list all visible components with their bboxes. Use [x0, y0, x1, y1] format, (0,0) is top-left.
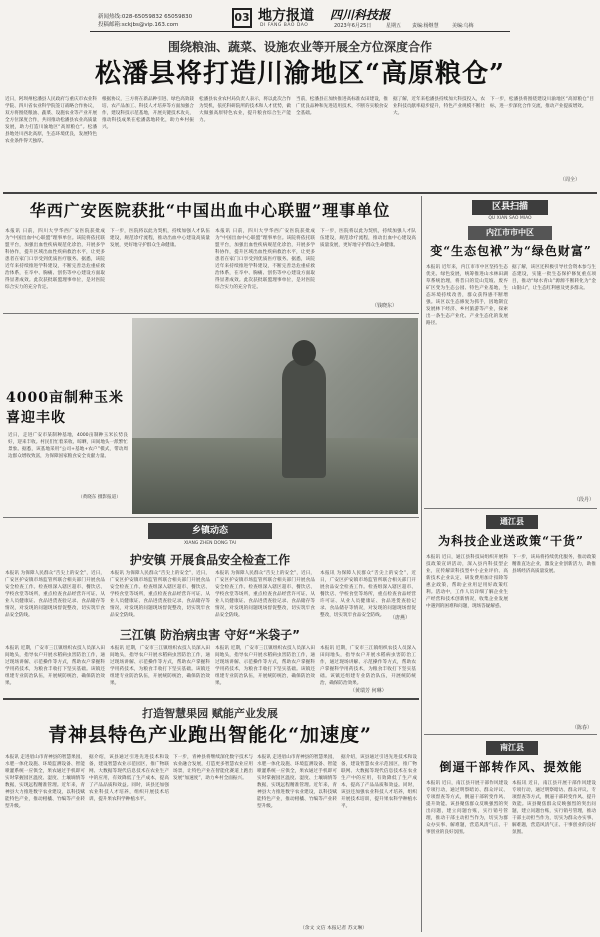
township-byline1: （唐燕）: [390, 615, 411, 621]
page-number: 03: [232, 8, 252, 28]
divider-lead: [3, 192, 597, 194]
township-byline2: （黄瑞芳 何琳）: [350, 688, 387, 694]
smart-col-1: 本报讯 走进眉山市青神县的智慧果园，水肥一体化设施、环境监测设备、智能喷灌系统一应俱全，果农通过手机即可实时掌握园区温度、湿度、土壤墒情等数据，实现远程精准管理。近年来，青神县大力推进数字农业建设，以科技赋能特色产业，推动柑橘、竹编等产业转型升级。: [5, 755, 85, 809]
tongjiang-label: 通江县: [500, 517, 524, 526]
divider-tongjiang: [424, 734, 597, 735]
smart-col-5: 据介绍，该县通过引进先进技术和设备，建设智慧农业示范园区，推广物联网、大数据等现代信息技术在农业生产中的应用，有效降低了生产成本，提高了产品品质和效益。同时，该县还加强农业科技人才培养，组织开展技术培训，提升果农科学种植水平。: [341, 755, 417, 809]
divider-scan: [424, 508, 597, 509]
corn-credit: （黄晓东 摄影报道）: [78, 495, 121, 500]
township-b1-col1: 本报讯 为保障人民群众“舌尖上的安全”，近日，广安区护安镇市场监管所联合相关部门开展食品安全检查工作。检查组深入辖区超市、餐饮店、学校食堂等场所，重点检查食品经营许可证、从业人员健康证、食品进货查验记录、食品储存等情况，对发现的问题现场督促整改，切实筑牢食品安全防线。: [5, 571, 105, 618]
divider-township: [3, 698, 419, 700]
township-b2-col2: 本报讯 近期，广安市三江镇组织农技人员深入田间地头，指导农户开展水稻病虫害防治工作，通过现场讲解、示范操作等方式，帮助农户掌握科学用药技术，为粮食丰收打下坚实基础。该镇还组建专业防治队伍，开展统防统治，确保防治效果。: [110, 646, 210, 686]
township-b1-col4: 本报讯 为保障人民群众“舌尖上的安全”，近日，广安区护安镇市场监管所联合相关部门开展食品安全检查工作。检查组深入辖区超市、餐饮店、学校食堂等场所，重点检查食品经营许可证、从业人员健康证、食品进货查验记录、食品储存等情况，对发现的问题现场督促整改，切实筑牢食品安全防线。: [320, 571, 416, 618]
scan-col-2: 据了解，该区还积极引导社会资本参与生态建设，实施一批生态保护修复重点项目，推动“绿水青山”源源不断转化为“金山银山”，让生态红利惠及更多群众。: [512, 265, 596, 291]
smart-col-2: 据介绍，该县通过引进先进技术和设备，建设智慧农业示范园区，推广物联网、大数据等现代信息技术在农业生产中的应用，有效降低了生产成本，提高了产品品质和效益。同时，该县还加强农业科技人才培养，组织开展技术培训，提升果农科学种植水平。: [89, 755, 169, 802]
issue-date: 2023年6月25日: [334, 23, 372, 29]
masthead: [0, 0, 600, 32]
township-box-pinyin: XIANG ZHEN DONG TAI: [184, 541, 236, 546]
tongjiang-col-2: 下一步，该局将持续优化服务，推动政策精准直达企业，激发企业创新活力，助推县域经济高质量发展。: [512, 555, 596, 574]
lead-headline: 松潘县将打造川渝地区“高原粮仓”: [95, 59, 505, 89]
tongjiang-box: [486, 515, 538, 529]
lead-col-5: 据了解，近年来松潘县持续加大科技投入，农业科技贡献率稳步提升，特色产业规模不断壮大。: [393, 97, 485, 116]
hosp-col-1: 本报讯 日前，四川大学华西广安医院获批成为“中国出血中心联盟”理事单位。该院将依托联盟平台，加强出血性疾病规范化诊治，开展多学科协作，提升区域出血性疾病救治水平，让更多患者在家门口享受到优质医疗服务。据悉，该院近年来持续推进学科建设，不断完善急危重症救治体系，在卒中、胸痛、创伤等中心建设方面取得显著成效。此次获批联盟理事单位，是对医院综合实力的充分肯定。: [5, 229, 105, 290]
smart-kicker: 打造智慧果园 赋能产业发展: [142, 707, 278, 720]
nanjiang-label: 南江县: [500, 743, 524, 752]
tongjiang-byline: （陈春）: [572, 725, 593, 731]
nanjiang-col-2: 本报讯 近日，南江县开展干部作风建设专项行动，通过明察暗访、群众评议、专项督查等方式，倒逼干部转变作风、提升效能。该县聚焦群众反映强烈的突出问题，建立问题台账，实行销号管理，推动干部主动担当作为，切实为群众办实事、解难题，营造风清气正、干事创业的良好氛围。: [512, 781, 596, 835]
smart-headline: 青神县特色产业跑出智能化“加速度”: [48, 724, 372, 746]
scan-box: [472, 200, 548, 215]
scan-col-1: 本报讯 近年来，内江市市中区坚持生态优先、绿色发展，统筹推进山水林田湖草系统治理，将昔日的荒山荒坡、废弃矿区变为生态公园、特色产业基地，生态环境持续改善，群众获得感不断增强。该区以生态修复为抓手，因地制宜发展林下经济、乡村旅游等产业，探索出一条生态产业化、产业生态化的发展路径。: [426, 265, 508, 326]
corn-field-shape: [132, 438, 418, 514]
masthead-rule: [90, 31, 510, 32]
hosp-col-3: 本报讯 日前，四川大学华西广安医院获批成为“中国出血中心联盟”理事单位。该院将依托联盟平台，加强出血性疾病规范化诊治，开展多学科协作，提升区域出血性疾病救治水平，让更多患者在家门口享受到优质医疗服务。据悉，该院近年来持续推进学科建设，不断完善急危重症救治体系，在卒中、胸痛、创伤等中心建设方面取得显著成效。此次获批联盟理事单位，是对医院综合实力的充分肯定。: [215, 229, 315, 290]
divider-vertical: [421, 196, 422, 932]
nanjiang-headline: 倒逼干部转作风、提效能: [439, 760, 583, 774]
scan-city-box: [468, 226, 552, 240]
lead-col-3: 松潘县农业农村局负责人表示，将以此次合作为契机，依托科研院所的技术和人才优势，做大做强高原特色农业，提升粮食综合生产能力。: [199, 97, 291, 123]
township-box-label: 乡镇动态: [191, 526, 228, 536]
nanjiang-box: [486, 741, 538, 755]
township-h1: 护安镇 开展食品安全检查工作: [129, 553, 291, 567]
corn-caption: 近日，走进广安市某制种基地，4000亩制种玉米长势良好，迎来丰收。村民们忙着采收、晾晒，田间地头一派繁忙景象。据悉，该基地采用“公司+基地+农户”模式，带动周边群众增收致富，为保障国家粮食安全贡献力量。: [8, 433, 128, 459]
hosp-col-4: 下一步，医院将以此为契机，持续加强人才队伍建设，规范诊疗流程，推动出血中心建设高质量发展，更好地守护群众生命健康。: [320, 229, 416, 248]
section-pinyin: DI FANG BAO DAO: [260, 23, 309, 28]
divider-corn: [3, 517, 419, 518]
designer: 美编:乌梅: [452, 23, 474, 29]
scan-box-label: 区县扫描: [491, 202, 528, 212]
smart-col-3: 下一步，青神县将继续深化数字技术与农业融合发展，打造更多智慧农业应用场景，让特色产业在智能化赛道上跑出发展“加速度”，助力乡村全面振兴。: [173, 755, 253, 781]
lead-kicker: 围绕粮油、蔬菜、设施农业等开展全方位深度合作: [167, 40, 432, 54]
township-h2: 三江镇 防治病虫害 守好“米袋子”: [119, 628, 301, 642]
issue-weekday: 星期五: [386, 23, 402, 29]
scan-headline: 变“生态包袱”为“绿色财富”: [430, 244, 592, 258]
nanjiang-col-1: 本报讯 近日，南江县开展干部作风建设专项行动，通过明察暗访、群众评议、专项督查等方式，倒逼干部转变作风、提升效能。该县聚焦群众反映强烈的突出问题，建立问题台账，实行销号管理，推动干部主动担当作为，切实为群众办实事、解难题，营造风清气正、干事创业的良好氛围。: [426, 781, 508, 835]
smart-col-4: 本报讯 走进眉山市青神县的智慧果园，水肥一体化设施、环境监测设备、智能喷灌系统一应俱全，果农通过手机即可实时掌握园区温度、湿度、土壤墒情等数据，实现远程精准管理。近年来，青神县大力推进数字农业建设，以科技赋能特色产业，推动柑橘、竹编等产业转型升级。: [257, 755, 337, 809]
divider-hosp: [3, 313, 419, 314]
paper-logo: 四川科技报: [330, 8, 391, 22]
hosp-headline: 华西广安医院获批“中国出血中心联盟”理事单位: [29, 201, 391, 220]
lead-col-4: 当前，松潘县正加快推进高标准农田建设，推广优良品种和先进适用技术，不断夯实粮食安全基础。: [296, 97, 388, 116]
township-b1-col3: 本报讯 为保障人民群众“舌尖上的安全”，近日，广安区护安镇市场监管所联合相关部门开展食品安全检查工作。检查组深入辖区超市、餐饮店、学校食堂等场所，重点检查食品经营许可证、从业人员健康证、食品进货查验记录、食品储存等情况，对发现的问题现场督促整改，切实筑牢食品安全防线。: [215, 571, 315, 618]
township-b1-col2: 本报讯 为保障人民群众“舌尖上的安全”，近日，广安区护安镇市场监管所联合相关部门开展食品安全检查工作。检查组深入辖区超市、餐饮店、学校食堂等场所，重点检查食品经营许可证、从业人员健康证、食品进货查验记录、食品储存等情况，对发现的问题现场督促整改，切实筑牢食品安全防线。: [110, 571, 210, 618]
township-b2-col3: 本报讯 近期，广安市三江镇组织农技人员深入田间地头，指导农户开展水稻病虫害防治工作，通过现场讲解、示范操作等方式，帮助农户掌握科学用药技术，为粮食丰收打下坚实基础。该镇还组建专业防治队伍，开展统防统治，确保防治效果。: [215, 646, 315, 686]
hosp-col-2: 下一步，医院将以此为契机，持续加强人才队伍建设，规范诊疗流程，推动出血中心建设高质量发展，更好地守护群众生命健康。: [110, 229, 210, 248]
hosp-byline: （钱晓东）: [372, 303, 398, 309]
corn-headline: 4000亩制种玉米喜迎丰收: [6, 390, 124, 426]
hotline: 新闻热线:028-65059832 65059830: [98, 14, 193, 20]
scan-box-pinyin: QU XIAN SAO MIAO: [488, 216, 532, 221]
scan-byline: （段丹）: [574, 497, 595, 503]
township-b2-col1: 本报讯 近期，广安市三江镇组织农技人员深入田间地头，指导农户开展水稻病虫害防治工作，通过现场讲解、示范操作等方式，帮助农户掌握科学用药技术，为粮食丰收打下坚实基础。该镇还组建专业防治队伍，开展统防统治，确保防治效果。: [5, 646, 105, 686]
scan-city-label: 内江市市中区: [486, 228, 534, 237]
corn-photo: [132, 318, 418, 514]
township-b2-col4: 本报讯 近期，广安市三江镇组织农技人员深入田间地头，指导农户开展水稻病虫害防治工作，通过现场讲解、示范操作等方式，帮助农户掌握科学用药技术，为粮食丰收打下坚实基础。该镇还组建专业防治队伍，开展统防统治，确保防治效果。: [320, 646, 416, 686]
township-box: [148, 523, 272, 539]
lead-col-2: 根据协议，三方将在新品种引进、绿色高效栽培、农产品加工、科技人才培养等方面加强合作，建设科技示范基地，开展关键技术攻关，推动科技成果在松潘落地转化，助力乡村振兴。: [102, 97, 194, 130]
editor: 责编:杨继慧: [412, 23, 439, 29]
farmer-figure: [282, 358, 326, 478]
email: 投稿邮箱:sckjbs@vip.163.com: [98, 22, 179, 28]
lead-byline: （周全）: [560, 177, 581, 183]
lead-col-6: 下一步，松潘县将围绕建设川渝地区“高原粮仓”目标，进一步深化合作交流，推动产业提质增效。: [490, 97, 594, 109]
tongjiang-headline: 为科技企业送政策“干货”: [438, 534, 584, 548]
farmer-head: [292, 340, 316, 366]
section-title: 地方报道: [258, 8, 314, 24]
tongjiang-col-1: 本报讯 近日，通江县科技局组织开展科技政策宣讲活动，深入县内科技型企业，宣传解读科技型中小企业评价、高新技术企业认定、研发费用加计扣除等惠企政策，帮助企业用足用好政策红利。活动中，工作人员详细了解企业生产经营和技术创新情况，收集企业发展中遇到的困难和问题，现场答疑解惑。: [426, 555, 508, 609]
lead-col-1: 近日，阿坝州松潘县人民政府与重庆市农业科学院、四川省农业科学院签订战略合作协议，双方将围绕粮油、蔬菜、设施农业等产业开展全方位深度合作，共同推动松潘县农业高质量发展，助力打造川渝地区“高原粮仓”。松潘县地处川西北高原，生态环境优良，发展特色农业条件得天独厚。: [5, 97, 97, 144]
smart-byline: （余文 文信 本报记者 苏文琳）: [300, 926, 367, 931]
